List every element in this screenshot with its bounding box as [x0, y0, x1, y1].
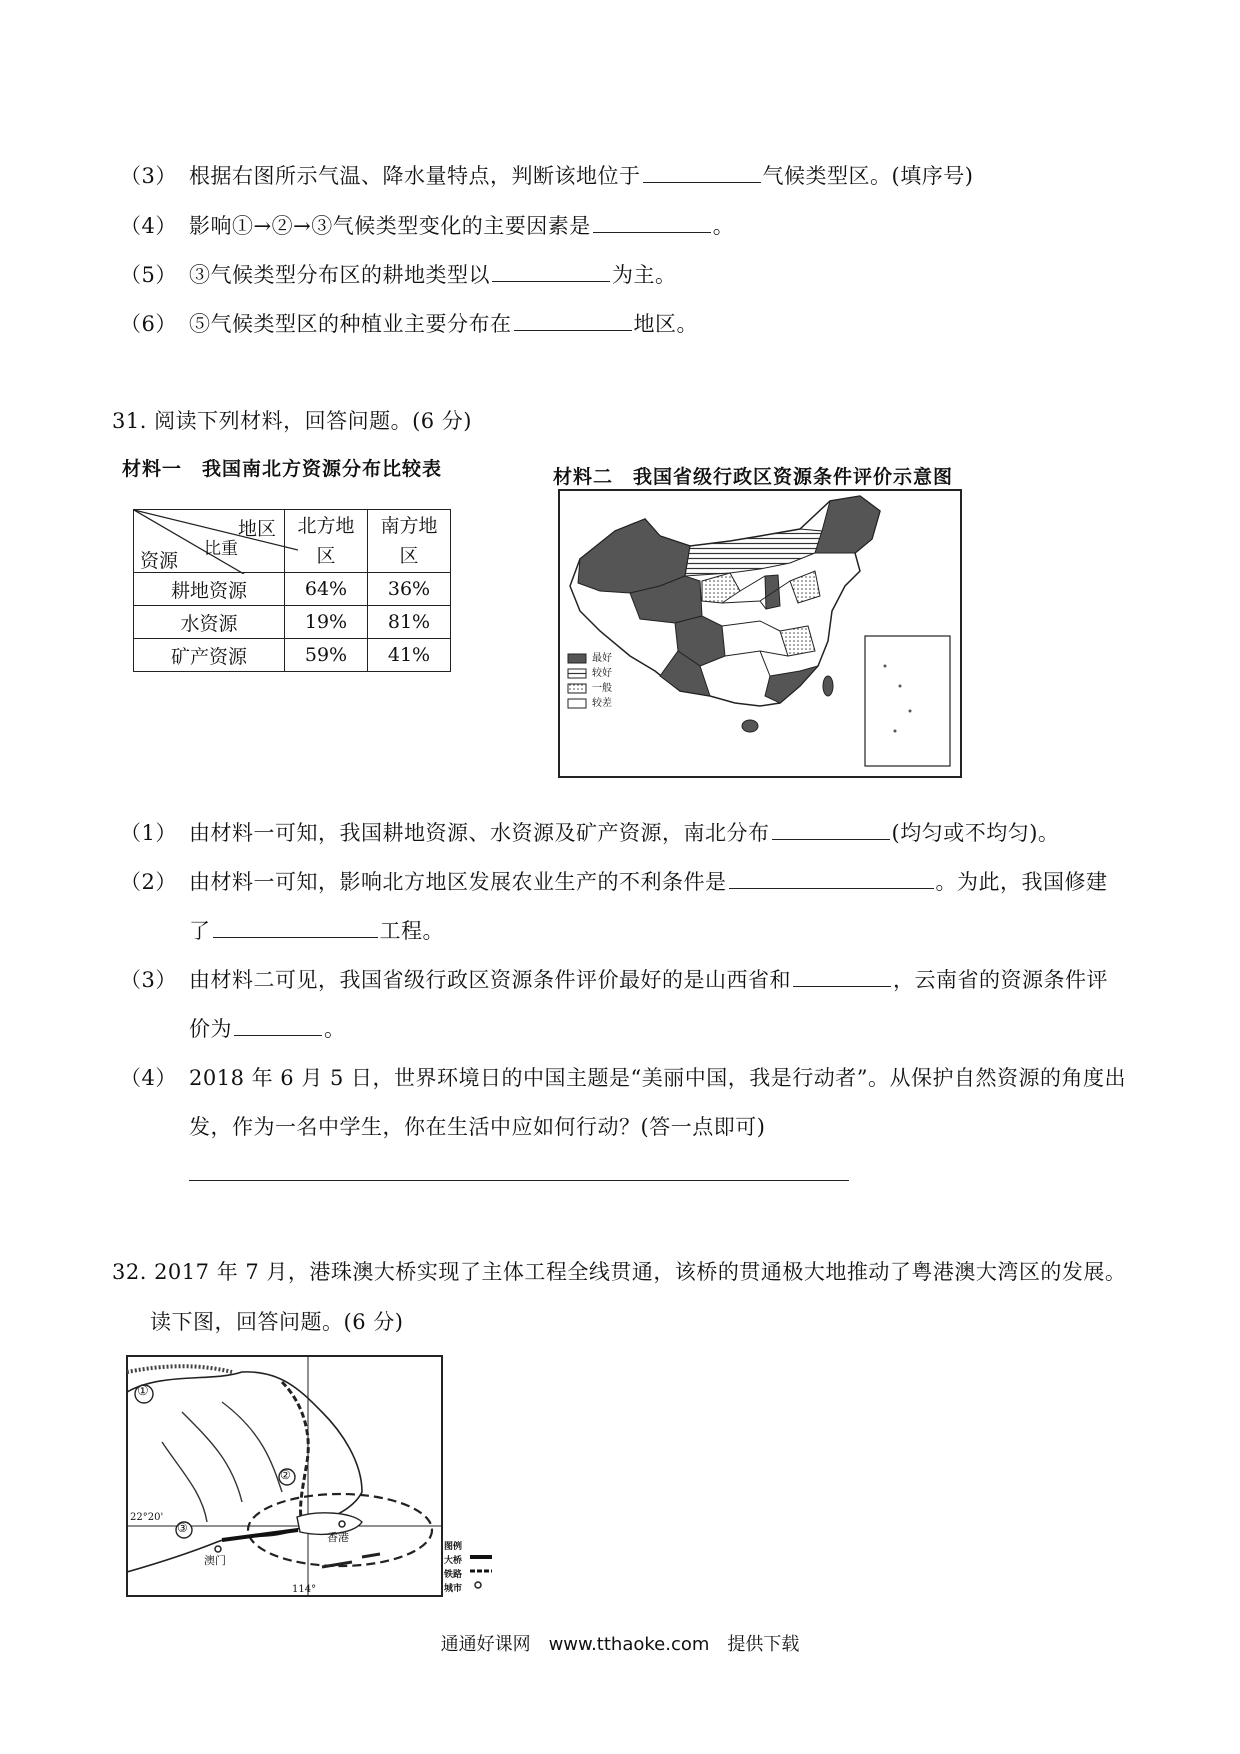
macau-label: 澳门 [204, 1554, 226, 1567]
q30-3-text: 根据右图所示气温、降水量特点，判断该地位于 [189, 164, 641, 188]
answer-blank[interactable] [729, 887, 934, 889]
answer-blank[interactable] [234, 1034, 322, 1036]
col-north: 北方地区 [285, 510, 368, 573]
q32-stem-cont: 读下图，回答问题。(6 分) [150, 1310, 404, 1334]
answer-blank[interactable] [772, 838, 890, 840]
hong-kong-label: 香港 [327, 1531, 349, 1544]
china-resource-map [558, 489, 962, 778]
col-south: 南方地区 [368, 510, 451, 573]
china-map-figure [560, 491, 960, 776]
table-corner: 地区 比重 资源 [134, 510, 285, 573]
resource-table [133, 509, 451, 672]
answer-blank[interactable] [593, 231, 711, 233]
answer-blank[interactable] [514, 329, 632, 331]
table-row: 矿产资源 59% 41% [134, 639, 451, 672]
map-legend: 最好 较好 一般 较差 [592, 653, 612, 709]
material1-title: 材料一 我国南北方资源分布比较表 [122, 458, 443, 480]
pearl-river-delta-map: ① ② ③ 22°20' 114° 香港 澳门 图例 大桥 铁路 城市 [122, 1352, 500, 1604]
latitude-label: 22°20' [130, 1512, 164, 1523]
q32-stem: 32. 2017 年 7 月，港珠澳大桥实现了主体工程全线贯通，该桥的贯通极大地推动了粤港澳大湾区的发展。 [112, 1260, 1127, 1284]
answer-blank[interactable] [643, 181, 761, 183]
table-row: 耕地资源 64% 36% [134, 573, 451, 606]
answer-line[interactable] [189, 1180, 849, 1181]
answer-blank[interactable] [793, 985, 891, 987]
q31-stem: 31. 阅读下列材料，回答问题。(6 分) [112, 409, 472, 433]
footer-source: 通通好课网 www.tthaoke.com 提供下载 [440, 1634, 800, 1655]
table-row: 水资源 19% 81% [134, 606, 451, 639]
prd-map-legend: 图例 大桥 铁路 城市 [444, 1542, 463, 1594]
longitude-label: 114° [292, 1584, 317, 1595]
answer-blank[interactable] [213, 936, 378, 938]
answer-blank[interactable] [492, 280, 610, 282]
material2-title: 材料二 我国省级行政区资源条件评价示意图 [553, 466, 954, 488]
